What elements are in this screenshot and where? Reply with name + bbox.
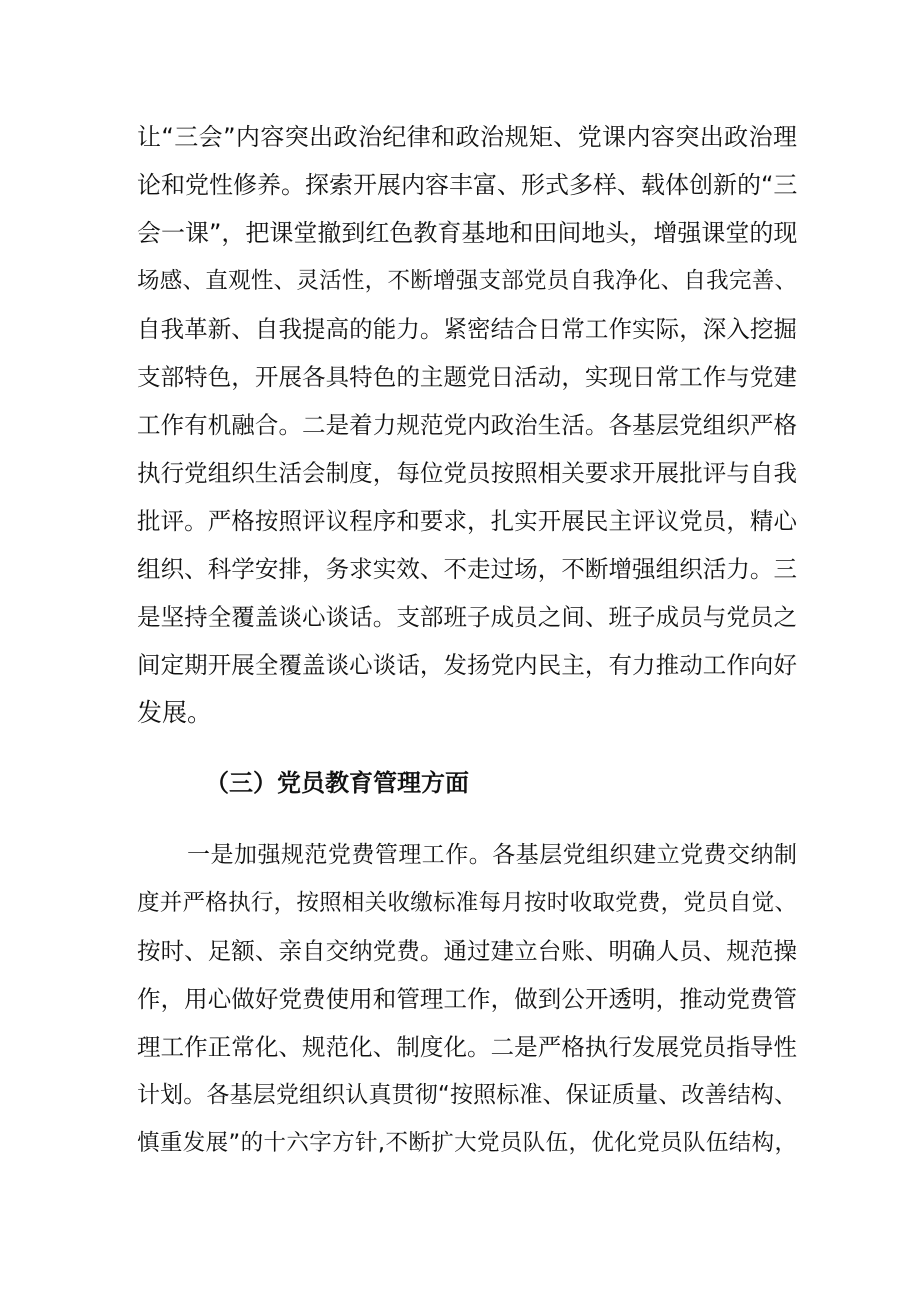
text-line: 慎重发展”的十六字方针,不断扩大党员队伍，优化党员队伍结构， — [137, 1130, 797, 1156]
text-line: 计划。各基层党组织认真贯彻“按照标准、保证质量、改善结构、 — [137, 1082, 797, 1108]
text-line: 度并严格执行，按照相关收缴标准每月按时收取党费，党员自觉、 — [137, 890, 797, 916]
text-line: 作，用心做好党费使用和管理工作，做到公开透明，推动党费管 — [137, 985, 797, 1013]
paragraph-2 — [137, 831, 797, 1167]
text-line: 按时、足额、亲自交纳党费。通过建立台账、明确人员、规范操 — [137, 937, 797, 965]
text-line: 执行党组织生活会制度，每位党员按照相关要求开展批评与自我 — [137, 459, 797, 487]
text-line: 批评。严格按照评议程序和要求，扎实开展民主评议党员，精心 — [137, 507, 797, 535]
text-line: 间定期开展全覆盖谈心谈话，发扬党内民主，有力推动工作向好 — [137, 651, 797, 679]
paragraph-1 — [137, 113, 797, 737]
text-line: 理工作正常化、规范化、制度化。二是严格执行发展党员指导性 — [137, 1033, 797, 1061]
text-line: 场感、直观性、灵活性，不断增强支部党员自我净化、自我完善、 — [137, 268, 797, 294]
text-line: 组织、科学安排，务求实效、不走过场，不断增强组织活力。三 — [137, 555, 797, 583]
text-line: 让“三会”内容突出政治纪律和政治规矩、党课内容突出政治理 — [137, 123, 797, 151]
text-line: 是坚持全覆盖谈心谈话。支部班子成员之间、班子成员与党员之 — [137, 603, 797, 631]
text-line: 自我革新、自我提高的能力。紧密结合日常工作实际，深入挖掘 — [137, 315, 797, 343]
text-line: 工作有机融合。二是着力规范党内政治生活。各基层党组织严格 — [137, 411, 797, 439]
section-heading: （三）党员教育管理方面 — [205, 769, 469, 797]
text-line: 会一课”，把课堂撤到红色教育基地和田间地头，增强课堂的现 — [137, 219, 798, 247]
text-line: 论和党性修养。探索开展内容丰富、形式多样、载体创新的“三 — [137, 171, 798, 199]
text-line: 一是加强规范党费管理工作。各基层党组织建立党费交纳制 — [187, 842, 797, 868]
text-line: 发展。 — [137, 698, 213, 727]
text-line: 支部特色，开展各具特色的主题党日活动，实现日常工作与党建 — [137, 363, 797, 391]
